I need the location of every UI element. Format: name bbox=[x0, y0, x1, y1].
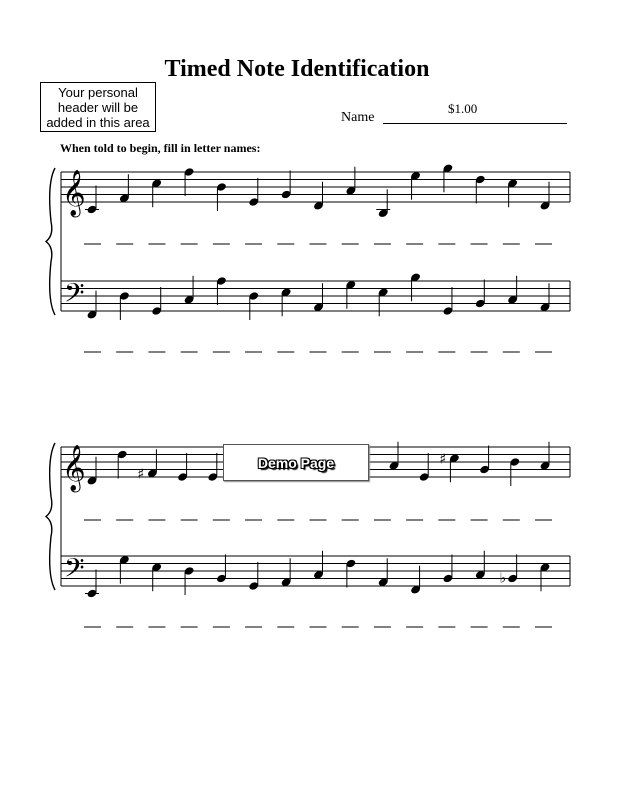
treble-clef-icon: 𝄞 bbox=[62, 445, 86, 491]
flat-icon: ♭ bbox=[499, 570, 507, 587]
system-brace bbox=[46, 443, 55, 590]
bass-clef-icon: 𝄢 bbox=[64, 552, 85, 590]
sharp-icon: ♯ bbox=[137, 466, 145, 483]
system-brace bbox=[46, 168, 55, 315]
worksheet-title: Timed Note Identification bbox=[164, 56, 430, 82]
demo-page-label: Demo Page bbox=[257, 454, 335, 471]
bass-clef-icon: 𝄢 bbox=[64, 277, 85, 315]
sharp-icon: ♯ bbox=[439, 451, 447, 468]
instructions: When told to begin, fill in letter names: bbox=[60, 141, 261, 155]
demo-page-banner bbox=[223, 444, 369, 481]
price-label: $1.00 bbox=[448, 101, 478, 116]
header-box-text: Your personal header will be added in this area bbox=[46, 85, 150, 130]
treble-clef-icon: 𝄞 bbox=[62, 170, 86, 216]
name-label: Name bbox=[341, 110, 375, 125]
